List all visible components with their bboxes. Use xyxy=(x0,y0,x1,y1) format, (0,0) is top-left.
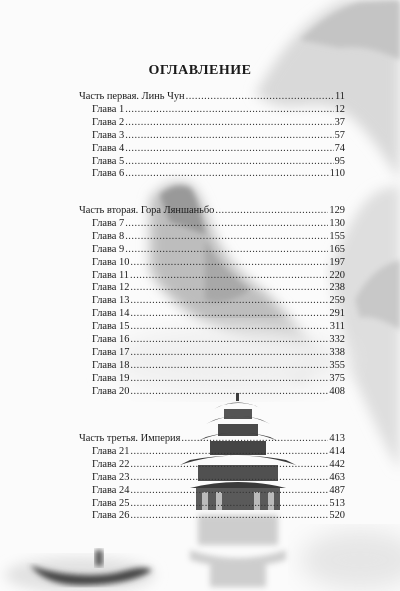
toc-chapter-entry xyxy=(92,472,345,484)
dot-leader xyxy=(130,347,328,359)
toc-chapter-entry xyxy=(92,321,345,333)
entry-title: Глава 4 xyxy=(92,142,125,154)
dot-leader xyxy=(130,295,328,307)
entry-page-number: 220 xyxy=(329,269,345,281)
entry-page-number: 332 xyxy=(329,334,345,345)
toc-chapter-entry xyxy=(92,386,345,398)
toc-chapter-entry xyxy=(92,270,345,282)
dot-leader xyxy=(125,130,333,142)
entry-title: Глава 9 xyxy=(92,243,125,255)
entry-page-number: 442 xyxy=(329,458,345,470)
entry-title: Глава 26 xyxy=(92,510,130,522)
toc-chapter-entry xyxy=(92,373,345,385)
dot-leader xyxy=(125,218,328,230)
entry-title: Глава 21 xyxy=(92,445,130,457)
entry-page-number: 414 xyxy=(329,445,345,457)
entry-title: Глава 3 xyxy=(92,129,125,141)
dot-leader xyxy=(186,91,334,103)
entry-title: Часть первая. Линь Чун xyxy=(79,91,185,102)
entry-title: Глава 10 xyxy=(92,256,130,268)
entry-title: Глава 19 xyxy=(92,372,130,384)
toc-chapter-entry xyxy=(92,168,345,180)
toc-chapter-entry xyxy=(92,143,345,155)
entry-page-number: 413 xyxy=(329,433,345,444)
dot-leader xyxy=(125,117,333,129)
dot-leader xyxy=(125,244,328,256)
toc-chapter-entry xyxy=(92,231,345,243)
entry-title: Глава 23 xyxy=(92,471,130,483)
entry-page-number: 197 xyxy=(329,256,345,268)
entry-title: Глава 1 xyxy=(92,103,125,115)
toc-chapter-entry xyxy=(92,117,345,129)
dot-leader xyxy=(130,282,328,294)
entry-page-number: 487 xyxy=(329,484,345,496)
toc-chapter-entry xyxy=(92,218,345,230)
toc-chapter-entry xyxy=(92,104,345,116)
toc-chapter-entry xyxy=(92,308,345,320)
entry-title: Глава 18 xyxy=(92,359,130,371)
dot-leader xyxy=(130,446,328,458)
entry-title: Глава 16 xyxy=(92,334,130,345)
entry-page-number: 95 xyxy=(334,155,345,167)
entry-title: Глава 2 xyxy=(92,116,125,128)
toc-chapter-entry xyxy=(92,485,345,497)
entry-page-number: 155 xyxy=(329,230,345,242)
dot-leader xyxy=(125,104,333,116)
toc-chapter-entry xyxy=(92,257,345,269)
entry-title: Часть вторая. Гора Ляншаньбо xyxy=(79,205,215,216)
entry-title: Глава 24 xyxy=(92,484,130,496)
toc-chapter-entry xyxy=(92,282,345,294)
entry-page-number: 338 xyxy=(329,346,345,358)
entry-page-number: 513 xyxy=(329,497,345,509)
dot-leader xyxy=(130,308,328,320)
entry-title: Глава 12 xyxy=(92,282,130,294)
entry-page-number: 520 xyxy=(329,510,345,522)
toc-chapter-entry xyxy=(92,244,345,256)
dot-leader xyxy=(130,373,328,385)
toc-part-entry xyxy=(79,205,345,217)
toc-chapter-entry xyxy=(92,347,345,359)
toc-part-entry xyxy=(79,91,345,103)
toc-chapter-entry xyxy=(92,498,345,510)
toc-chapter-entry xyxy=(92,510,345,522)
entry-title: Глава 22 xyxy=(92,458,130,470)
entry-page-number: 291 xyxy=(329,308,345,320)
entry-page-number: 355 xyxy=(329,359,345,371)
dot-leader xyxy=(125,168,329,180)
entry-page-number: 311 xyxy=(329,321,345,333)
dot-leader xyxy=(130,321,328,333)
entry-title: Глава 17 xyxy=(92,346,130,358)
dot-leader xyxy=(125,143,333,155)
toc-part-entry xyxy=(79,433,345,445)
dot-leader xyxy=(130,334,328,346)
entry-page-number: 74 xyxy=(334,142,345,154)
dot-leader xyxy=(215,205,328,217)
entry-page-number: 238 xyxy=(329,282,345,294)
entry-page-number: 130 xyxy=(329,217,345,229)
dot-leader xyxy=(130,459,328,471)
toc-chapter-entry xyxy=(92,334,345,346)
entry-page-number: 375 xyxy=(329,372,345,384)
dot-leader xyxy=(130,257,328,269)
dot-leader xyxy=(130,485,328,497)
entry-title: Глава 5 xyxy=(92,155,125,167)
entry-title: Глава 6 xyxy=(92,168,125,180)
toc-chapter-entry xyxy=(92,130,345,142)
entry-page-number: 11 xyxy=(334,91,345,102)
dot-leader xyxy=(181,433,328,445)
dot-leader xyxy=(130,472,328,484)
entry-page-number: 408 xyxy=(329,385,345,397)
page-title: ОГЛАВЛЕНИЕ xyxy=(148,63,252,78)
toc-chapter-entry xyxy=(92,156,345,168)
dot-leader xyxy=(125,231,328,243)
entry-title: Глава 8 xyxy=(92,230,125,242)
entry-page-number: 165 xyxy=(329,243,345,255)
entry-page-number: 110 xyxy=(329,168,345,180)
toc-chapter-entry xyxy=(92,459,345,471)
dot-leader xyxy=(125,156,333,168)
toc-chapter-entry xyxy=(92,295,345,307)
entry-page-number: 12 xyxy=(334,103,345,115)
dot-leader xyxy=(130,360,328,372)
entry-page-number: 37 xyxy=(334,116,345,128)
entry-title: Глава 14 xyxy=(92,308,130,320)
entry-title: Глава 11 xyxy=(92,269,130,281)
dot-leader xyxy=(130,498,328,510)
entry-page-number: 463 xyxy=(329,471,345,483)
dot-leader xyxy=(130,510,328,522)
entry-page-number: 57 xyxy=(334,129,345,141)
entry-title: Глава 25 xyxy=(92,497,130,509)
entry-title: Глава 7 xyxy=(92,217,125,229)
entry-page-number: 259 xyxy=(329,295,345,307)
entry-title: Глава 13 xyxy=(92,295,130,307)
entry-page-number: 129 xyxy=(329,205,345,216)
toc-chapter-entry xyxy=(92,360,345,372)
entry-title: Глава 15 xyxy=(92,321,130,333)
toc-chapter-entry xyxy=(92,446,345,458)
entry-title: Часть третья. Империя xyxy=(79,433,181,444)
dot-leader xyxy=(130,386,328,398)
dot-leader xyxy=(130,270,328,282)
entry-title: Глава 20 xyxy=(92,385,130,397)
